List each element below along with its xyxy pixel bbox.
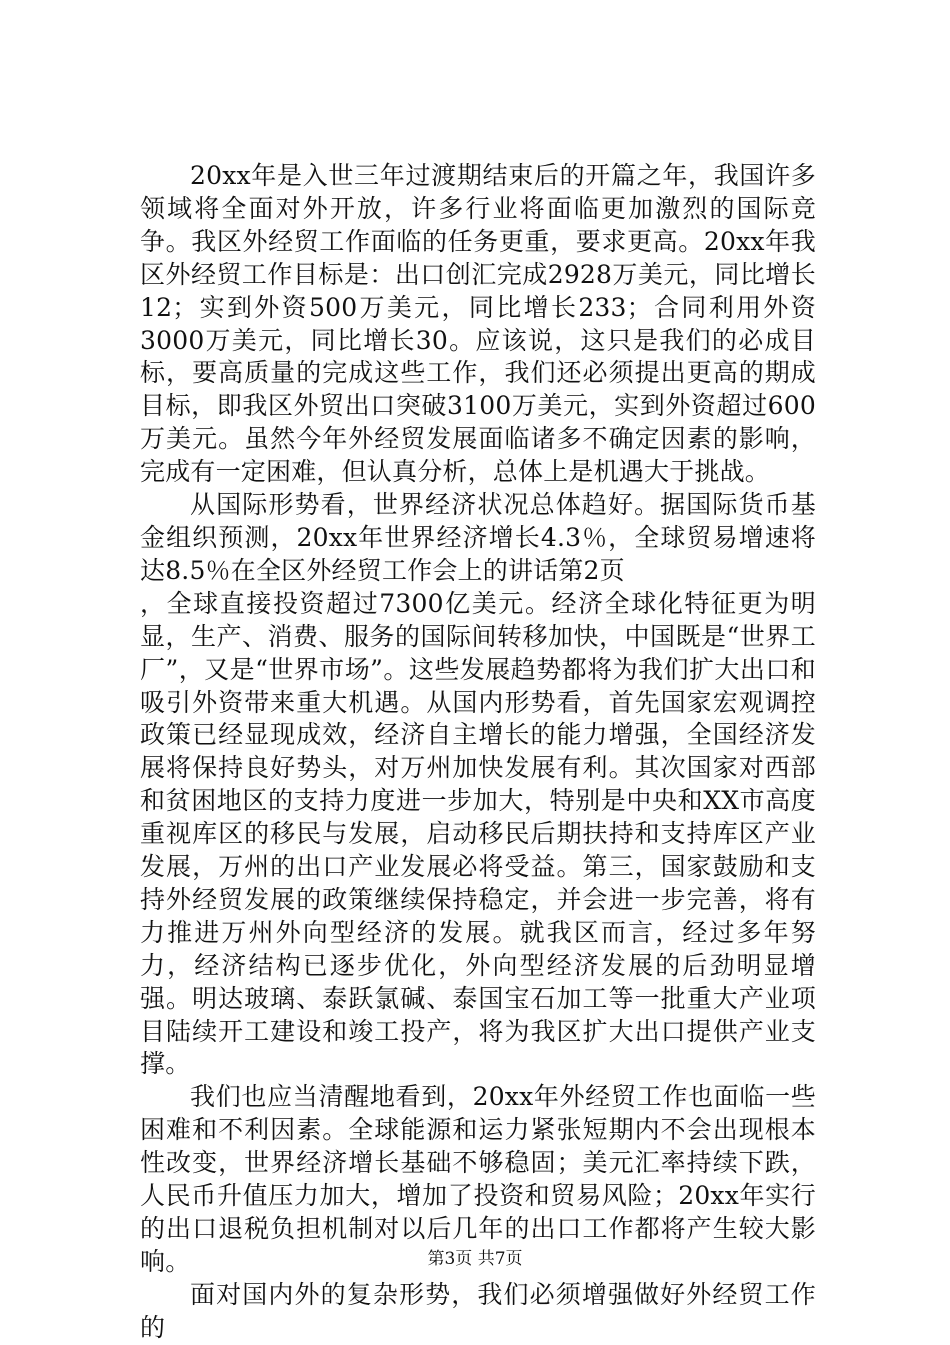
paragraph-trade-goals: 20xx年是入世三年过渡期结束后的开篇之年，我国许多领域将全面对外开放，许多行业将面临更加激烈的国际竞争。我区外经贸工作面临的任务更重，要求更高。20xx年我区外经贸工作目标是：出口创汇完成2928万美元，同比增长12；实到外资500万美元，同比增长233；合同利用外资3000万美元，同比增长30。应该说，这只是我们的必成目标，要高质量的完成这些工作，我们还必须提出更高的期成目标，即我区外贸出口突破3100万美元，实到外资超过600万美元。虽然今年外经贸发展面临诸多不确定因素的影响，完成有一定困难，但认真分析，总体上是机遇大于挑战。 [140, 161, 816, 487]
paragraph-difficulties: 我们也应当清醒地看到，20xx年外经贸工作也面临一些困难和不利因素。全球能源和运力紧张短期内不会出现根本性改变，世界经济增长基础不够稳固；美元汇率持续下跌，人民币升值压力加大，增加了投资和贸易风险；20xx年实行的出口退税负担机制对以后几年的出口工作都将产生较大影响。 [140, 1082, 816, 1276]
paragraph-opportunities: ，全球直接投资超过7300亿美元。经济全球化特征更为明显，生产、消费、服务的国际间转移加快，中国既是“世界工厂”，又是“世界市场”。这些发展趋势都将为我们扩大出口和吸引外资带来重大机遇。从国内形势看，首先国家宏观调控政策已经显现成效，经济自主增长的能力增强，全国经济发展将保持良好势头，对万州加快发展有利。其次国家对西部和贫困地区的支持力度进一步加大，特别是中央和XX市高度重视库区的移民与发展，启动移民后期扶持和支持库区产业发展，万州的出口产业发展必将受益。第三，国家鼓励和支持外经贸发展的政策继续保持稳定，并会进一步完善，将有力推进万州外向型经济的发展。就我区而言，经过多年努力，经济结构已逐步优化，外向型经济发展的后劲明显增强。明达玻璃、泰跃氯碱、泰国宝石加工等一批重大产业项目陆续开工建设和竣工投产，将为我区扩大出口提供产业支撑。 [140, 588, 816, 1079]
paragraph-complex-situation: 面对国内外的复杂形势，我们必须增强做好外经贸工作的 [140, 1279, 816, 1342]
page-number-footer: 第3页 共7页 [427, 1249, 523, 1269]
paragraph-international-outlook: 从国际形势看，世界经济状况总体趋好。据国际货币基金组织预测，20xx年世界经济增长4.3％，全球贸易增速将达8.5％在全区外经贸工作会上的讲话第2页 [140, 490, 816, 585]
document-body [140, 160, 816, 1345]
